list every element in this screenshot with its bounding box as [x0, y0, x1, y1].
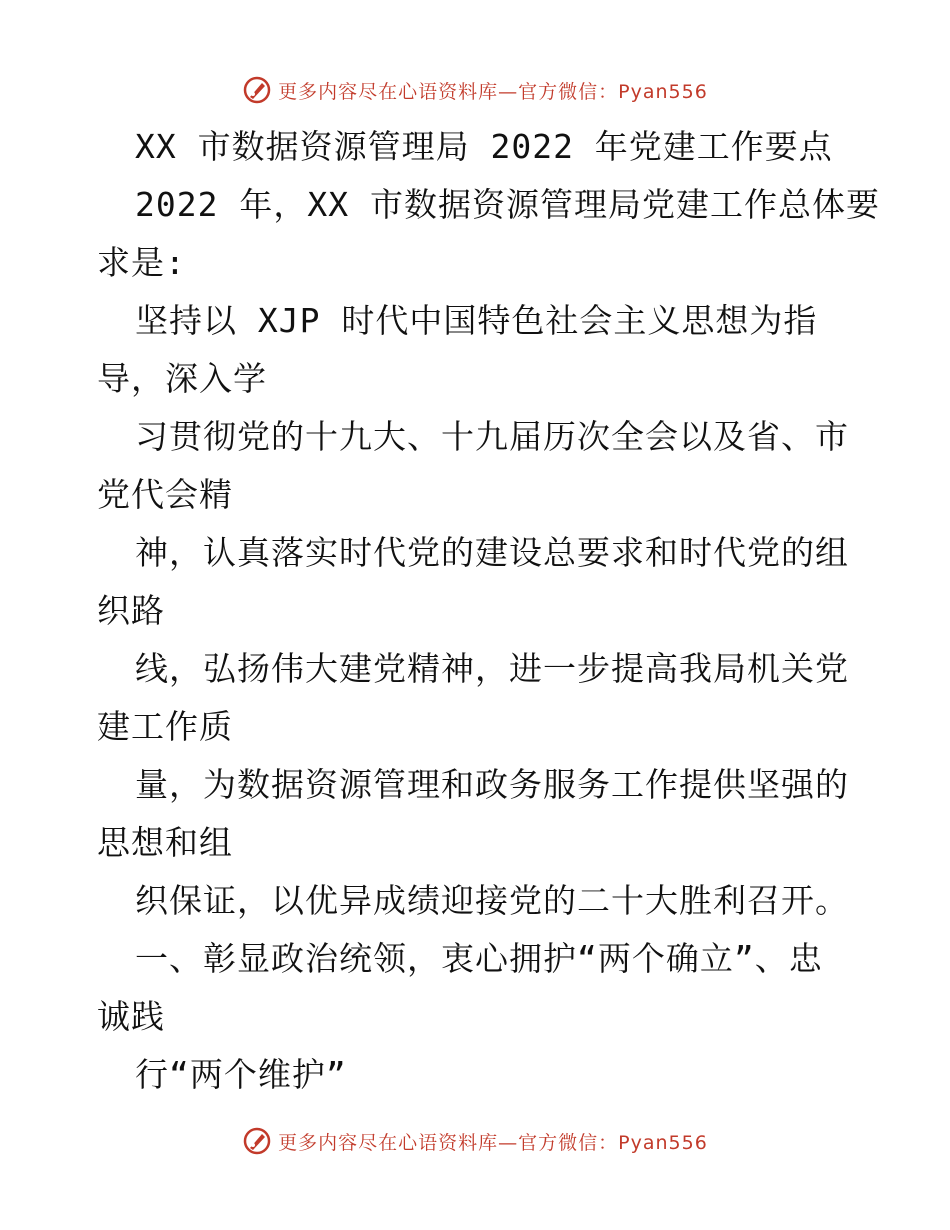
paragraph-line: 求是: [97, 243, 186, 282]
paragraph-line: 建工作质 [97, 707, 233, 746]
paragraph-line: 坚持以 XJP 时代中国特色社会主义思想为指 [135, 301, 818, 340]
watermark-banner-bottom [0, 1121, 950, 1161]
paragraph-line: 量，为数据资源管理和政务服务工作提供坚强的 [135, 765, 849, 804]
paragraph-line: 织路 [97, 591, 165, 630]
paragraph-line: 习贯彻党的十九大、十九届历次全会以及省、市 [135, 417, 849, 456]
section-heading: 一、彰显政治统领，衷心拥护“两个确立”、忠 [135, 939, 823, 978]
section-heading: 行“两个维护” [135, 1055, 347, 1094]
wechat-id: Pyan556 [618, 1131, 708, 1154]
document-title: XX 市数据资源管理局 2022 年党建工作要点 [135, 127, 833, 166]
paragraph-line: 党代会精 [97, 475, 233, 514]
paragraph-line: 2022 年，XX 市数据资源管理局党建工作总体要 [135, 185, 880, 224]
pen-seal-icon [242, 1126, 272, 1156]
paragraph-line: 织保证，以优异成绩迎接党的二十大胜利召开。 [135, 881, 849, 920]
watermark-banner-top [0, 70, 950, 110]
pen-seal-icon [242, 75, 272, 105]
watermark-text: 更多内容尽在心语资料库—官方微信：Pyan556 [278, 80, 708, 103]
section-heading: 诚践 [97, 997, 165, 1036]
paragraph-line: 思想和组 [97, 823, 233, 862]
wechat-id: Pyan556 [618, 80, 708, 103]
watermark-text: 更多内容尽在心语资料库—官方微信：Pyan556 [278, 1131, 708, 1154]
paragraph-line: 线，弘扬伟大建党精神，进一步提高我局机关党 [135, 649, 849, 688]
paragraph-line: 导，深入学 [97, 359, 267, 398]
document-body [97, 118, 880, 1104]
paragraph-line: 神，认真落实时代党的建设总要求和时代党的组 [135, 533, 849, 572]
